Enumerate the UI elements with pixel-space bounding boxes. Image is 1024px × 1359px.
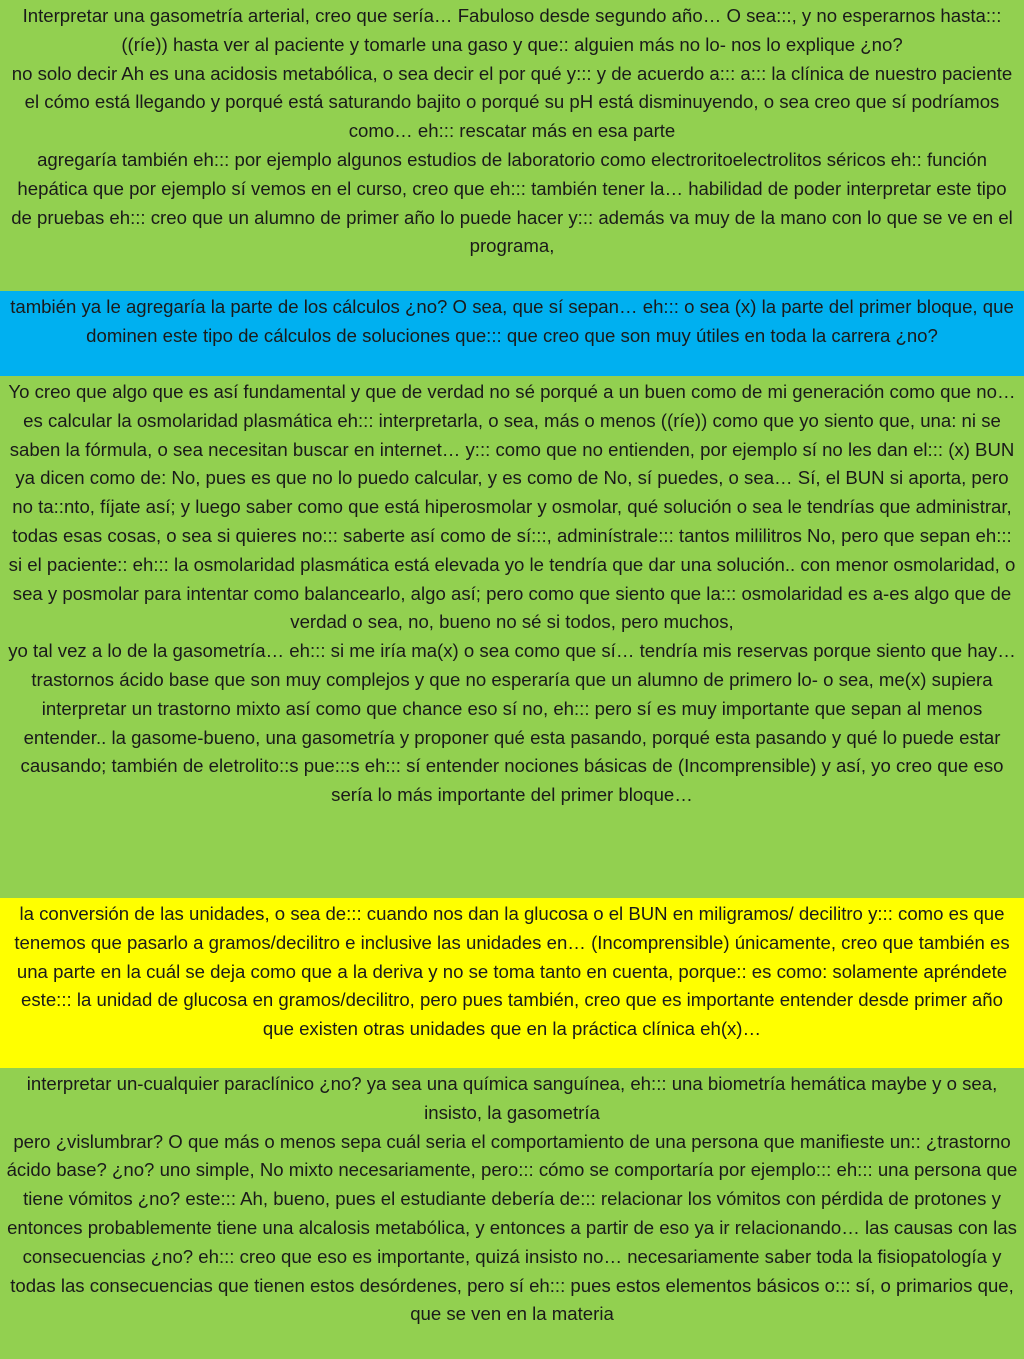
transcript-block-blue — [0, 291, 1024, 376]
transcript-paragraph: interpretar un-cualquier paraclínico ¿no? ya sea una química sanguínea, eh::: una biometría hemática maybe y o sea, insisto, la gasometría — [26, 1073, 998, 1123]
transcript-paragraph: agregaría también eh::: por ejemplo algunos estudios de laboratorio como electroritoelectrolitos séricos eh:: función hepática que por ejemplo sí vemos en el curso, creo que eh::: también tener la… habilidad de poder interpretar este tipo de pruebas eh::: creo que un alumno de primer año lo puede hacer y::: además va muy de la mano con lo que se ve en el programa, — [11, 148, 1013, 257]
transcript-block-green-2 — [0, 376, 1024, 898]
transcript-paragraph: yo tal vez a lo de la gasometría… eh::: si me iría ma(x) o sea como que sí… tendría mis reservas porque siento que hay… trastornos ácido base que son muy complejos y que no esperaría que un alumno de primero lo- o sea, me(x) supiera interpretar un trastorno mixto así como que chance eso sí no, eh::: pero sí es muy importante que sepan al menos entender.. la gasome-bueno, una gasometría y proponer qué esta pasando, porqué esta pasando y qué lo puede estar causando; también de eletrolito::s pue:::s eh::: sí entender nociones básicas de (Incomprensible) y así, yo creo que eso sería lo más importante del primer bloque… — [8, 640, 1016, 806]
transcript-block-yellow — [0, 898, 1024, 1068]
transcript-paragraph: también ya le agregaría la parte de los cálculos ¿no? O sea, que sí sepan… eh::: o sea (x) la parte del primer bloque, que dominen este tipo de cálculos de soluciones que::: que creo que son muy útiles en toda la carrera ¿no? — [10, 296, 1014, 346]
transcript-block-green-3 — [0, 1068, 1024, 1359]
transcript-paragraph: pero ¿vislumbrar? O que más o menos sepa cuál seria el comportamiento de una persona que manifieste un:: ¿trastorno ácido base? ¿no? uno simple, No mixto necesariamente, pero::: cómo se comportaría por ejemplo::: eh::: una persona que tiene vómitos ¿no? este::: Ah, bueno, pues el estudiante debería de::: relacionar los vómitos con pérdida de protones y entonces probablemente tiene una alcalosis metabólica, y entonces a partir de eso ya ir relacionando… las causas con las consecuencias ¿no? eh::: creo que eso es importante, quizá insisto no… necesariamente saber toda la fisiopatología y todas las consecuencias que tienen estos desórdenes, pero sí eh::: pues estos elementos básicos o::: sí, o primarios que, que se ven en la materia — [6, 1130, 1018, 1325]
transcript-paragraph: la conversión de las unidades, o sea de::: cuando nos dan la glucosa o el BUN en miligramos/ decilitro y::: como es que tenemos que pasarlo a gramos/decilitro e inclusive las unidades en… (Incomprensible) únicamente, creo que también es una parte en la cuál se deja como que a la deriva y no se toma tanto en cuenta, porque:: es como: solamente apréndete este::: la unidad de glucosa en gramos/decilitro, pero pues también, creo que es importante entender desde primer año que existen otras unidades que en la práctica clínica eh(x)… — [14, 903, 1010, 1040]
transcript-block-green-1 — [0, 0, 1024, 291]
transcript-paragraph: no solo decir Ah es una acidosis metabólica, o sea decir el por qué y::: y de acuerdo a::: a::: la clínica de nuestro paciente el cómo está llegando y porqué está saturando bajito o porqué su pH está disminuyendo, o sea creo que sí podríamos como… eh::: rescatar más en esa parte — [11, 62, 1013, 142]
transcript-paragraph: Yo creo que algo que es así fundamental y que de verdad no sé porqué a un buen como de mi generación como que no… es calcular la osmolaridad plasmática eh::: interpretarla, o sea, más o menos ((ríe)) como que yo siento que, una: ni se saben la fórmula, o sea necesitan buscar en internet… y::: como que no entienden, por ejemplo sí no les dan el::: (x) BUN ya dicen como de: No, pues es que no lo puedo calcular, y es como de No, sí puedes, o sea… Sí, el BUN si aporta, pero no ta::nto, fíjate así; y luego saber como que está hiperosmolar y osmolar, qué solución o sea le tendrías que administrar, todas esas cosas, o sea si quieres no::: saberte así como de sí:::, adminístrale::: tantos mililitros No, pero que sepan eh::: si el paciente:: eh::: la osmolaridad plasmática está elevada yo le tendría que dar una solución.. con menor osmolaridad, o sea y posmolar para intentar como balancearlo, algo así; pero como que siento que la::: osmolaridad es a-es algo que de verdad o sea, no, bueno no sé si todos, pero muchos, — [8, 381, 1016, 633]
transcript-paragraph: Interpretar una gasometría arterial, creo que sería… Fabuloso desde segundo año… O sea:::, y no esperarnos hasta::: ((ríe)) hasta ver al paciente y tomarle una gaso y que:: alguien más no lo- nos lo explique ¿no? — [22, 5, 1002, 55]
